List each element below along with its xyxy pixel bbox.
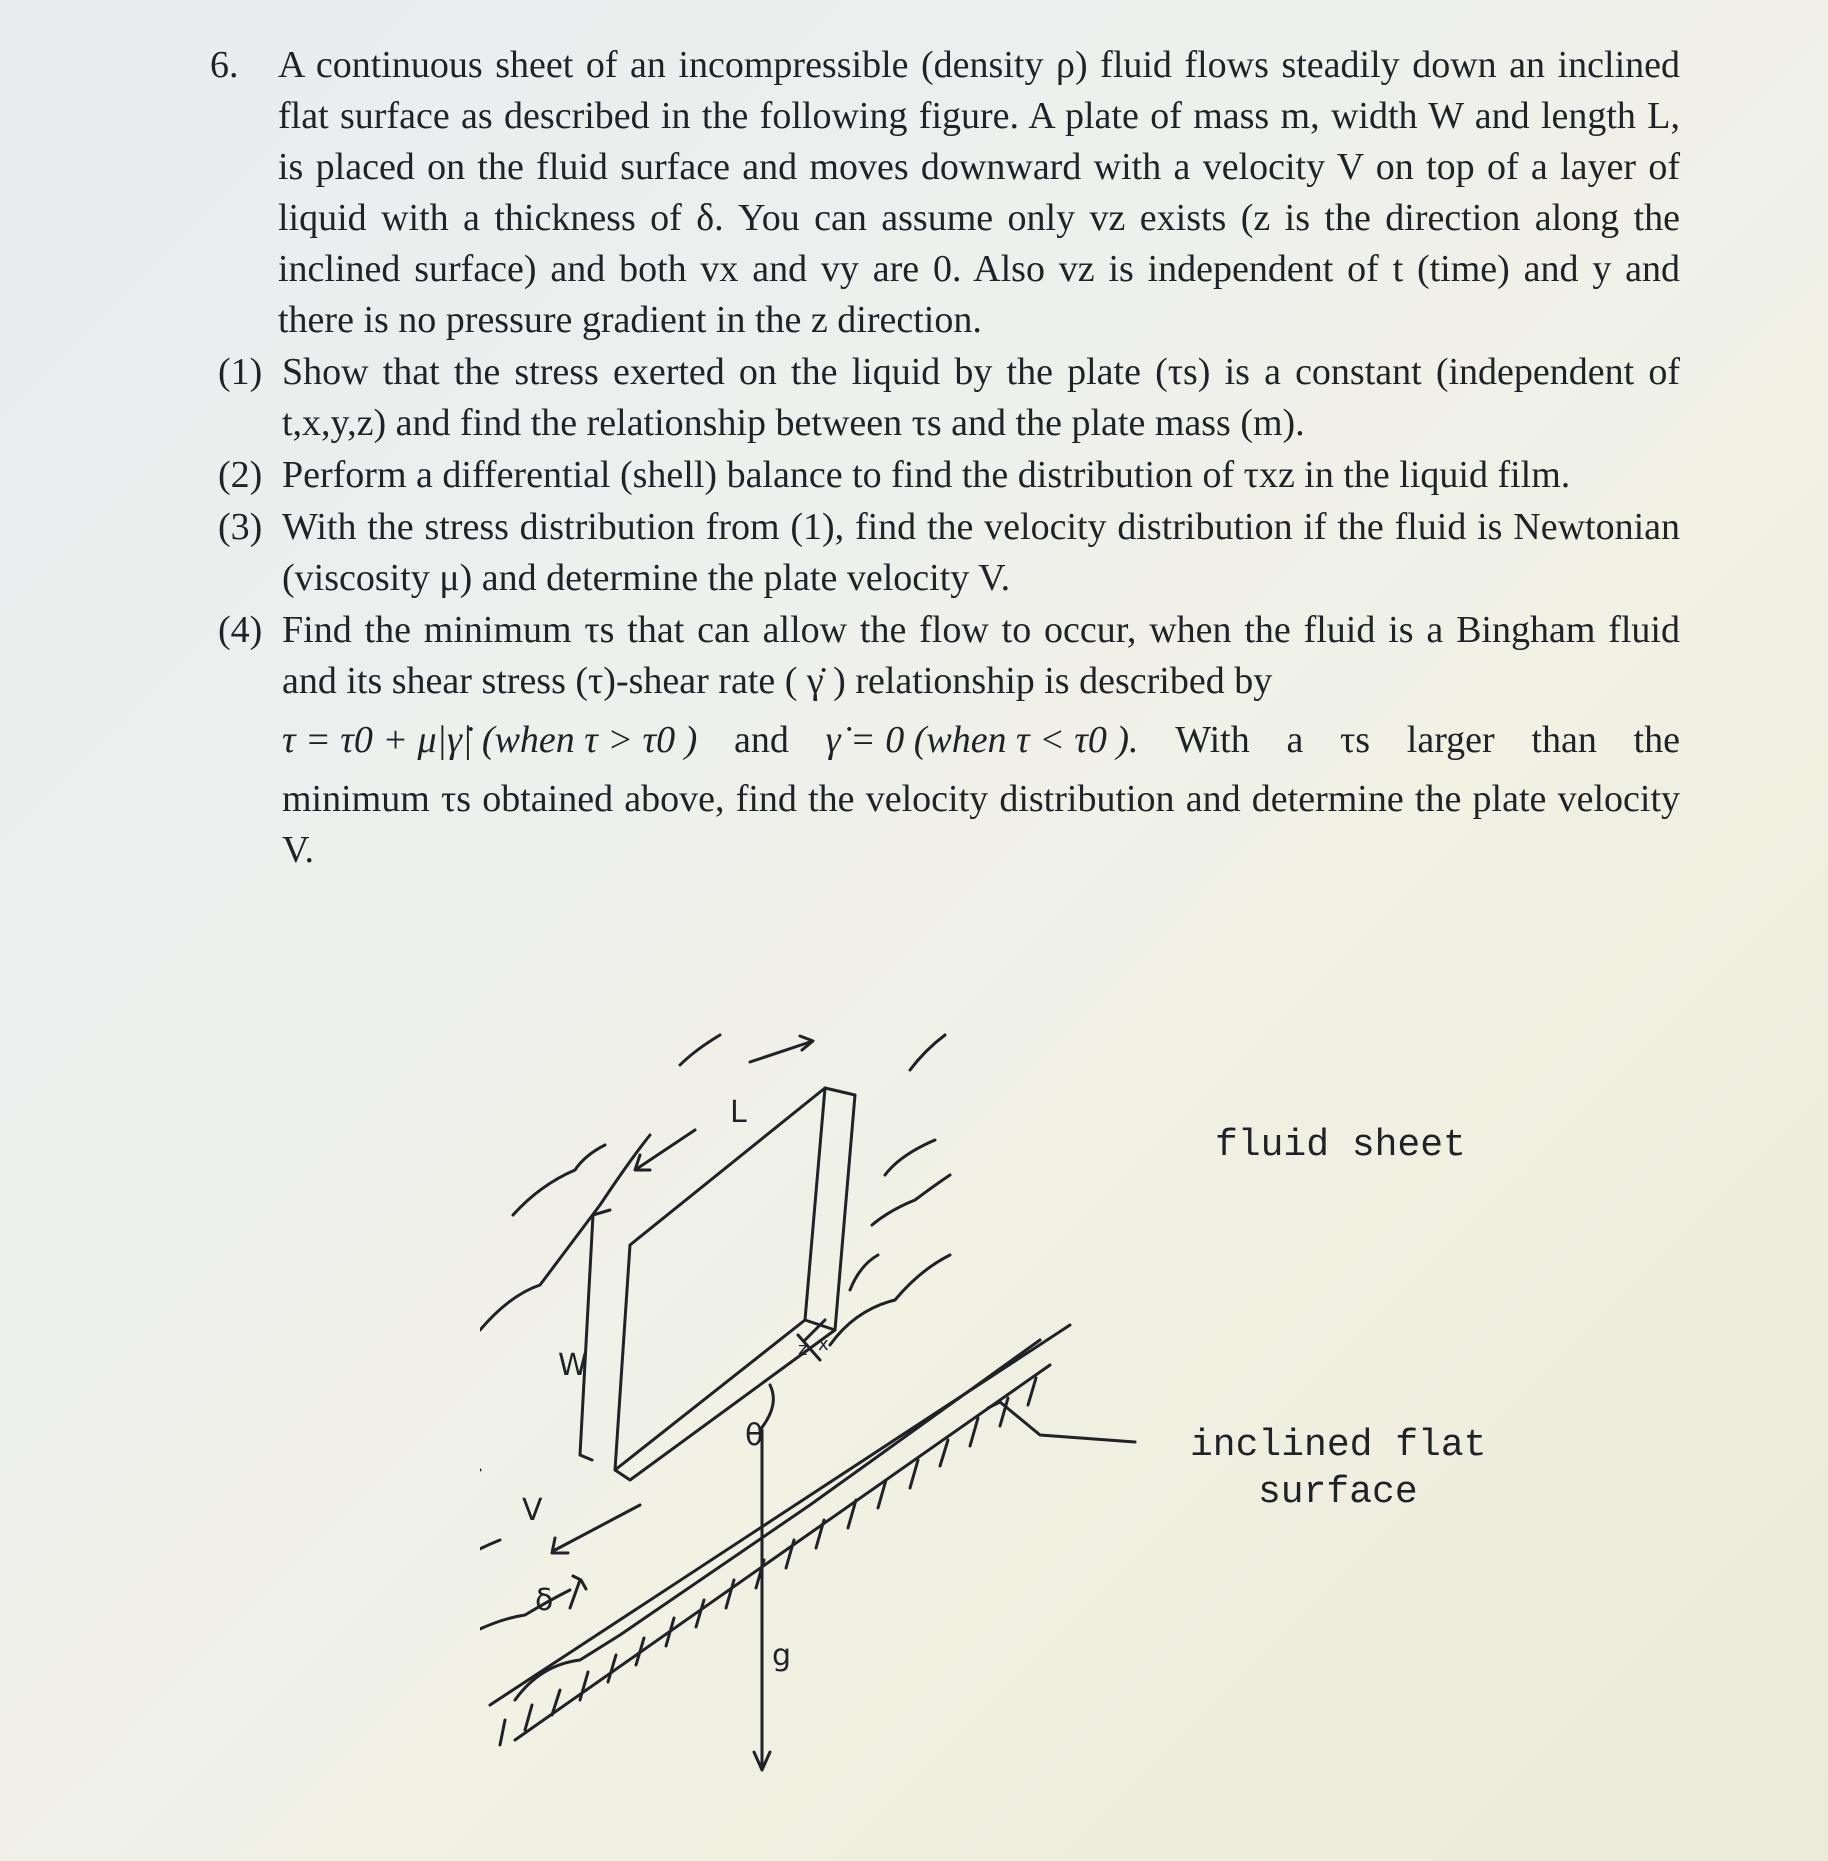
inclined-surface-lower-line	[515, 1365, 1050, 1740]
part-text: Perform a differential (shell) balance to find the distribution of τxz in the liquid film.	[282, 454, 1571, 496]
part-4	[210, 605, 1680, 876]
L-arrow-line	[750, 1042, 810, 1062]
part-text-b: minimum τs obtained above, find the velocity distribution and determine the plate velocity V.	[282, 778, 1680, 871]
formula-word: than	[1531, 719, 1597, 761]
part-text-a: Find the minimum τs that can allow the flow to occur, when the fluid is a Bingham fluid and its shear stress (τ)-shear rate ( γ̇ ) relationship is described by	[282, 609, 1680, 702]
formula-bingham: τ = τ0 + μ|γ̇| (when τ > τ0 )	[282, 719, 698, 761]
label-surface: surface	[1258, 1471, 1418, 1514]
fluid-wave	[480, 1135, 650, 1330]
part-text: With the stress distribution from (1), find the velocity distribution if the fluid is Newtonian (viscosity μ) and determine the plate velocity V.	[282, 506, 1680, 599]
formula-word: the	[1633, 719, 1680, 761]
problem-intro	[210, 40, 1680, 346]
problem-6	[210, 40, 1680, 876]
label-x: x	[818, 1334, 829, 1355]
formula-zero-rate: γ̇ = 0 (when τ < τ0 ).	[825, 719, 1139, 761]
part-label: (3)	[218, 506, 263, 548]
label-W: W	[558, 1348, 588, 1383]
plate-side-face	[805, 1088, 855, 1330]
part-3	[210, 502, 1680, 604]
fluid-wave	[830, 1255, 950, 1345]
part-label: (1)	[218, 351, 263, 393]
W-bracket	[580, 1210, 610, 1460]
fluid-wave	[680, 1035, 720, 1065]
fluid-wave	[872, 1175, 950, 1225]
part-1	[210, 347, 1680, 449]
label-V: V	[522, 1493, 543, 1528]
bingham-formula-line	[282, 715, 1680, 766]
formula-word: larger	[1406, 719, 1495, 761]
fluid-wave	[910, 1035, 945, 1070]
formula-word: τs	[1340, 719, 1371, 761]
formula-word: a	[1286, 719, 1304, 761]
label-delta: δ	[535, 1583, 554, 1618]
surface-leader	[988, 1402, 1135, 1442]
figure-diagram	[480, 1010, 1560, 1790]
fluid-wave	[850, 1255, 878, 1290]
label-L: L	[730, 1095, 747, 1130]
formula-word: and	[734, 719, 789, 761]
label-fluid-sheet: fluid sheet	[1215, 1124, 1466, 1167]
fluid-wave	[513, 1145, 605, 1215]
fluid-wave	[480, 1540, 500, 1565]
label-inclined-flat: inclined flat	[1190, 1424, 1487, 1467]
label-g: g	[772, 1638, 792, 1673]
delta-marker	[570, 1580, 580, 1608]
part-text: Show that the stress exerted on the liquid by the plate (τs) is a constant (independent of t,x,y,z) and find the relationship between τs and the plate mass (m).	[282, 351, 1680, 444]
label-theta: θ	[745, 1418, 764, 1453]
fluid-wave	[885, 1140, 935, 1175]
part-2	[210, 450, 1680, 501]
L-arrow-line	[638, 1130, 695, 1168]
part-label: (4)	[218, 609, 263, 651]
inclined-plate-figure	[480, 1010, 1560, 1790]
label-z: z	[798, 1339, 808, 1360]
part-label: (2)	[218, 454, 263, 496]
fluid-wave	[480, 1590, 570, 1650]
formula-word: With	[1175, 719, 1250, 761]
problem-intro-text: A continuous sheet of an incompressible (density ρ) fluid flows steadily down an inclined flat surface as described in the following figure. A plate of mass m, width W and length L, is placed on the fluid surface and moves downward with a velocity V on top of a layer of liquid with a thickness of δ. You can assume only vz exists (z is the direction along the inclined surface) and both vx and vy are 0. Also vz is independent of t (time) and y and there is no pressure gradient in the z direction.	[278, 44, 1680, 341]
problem-number: 6.	[210, 44, 239, 86]
V-arrow-line	[555, 1505, 640, 1550]
